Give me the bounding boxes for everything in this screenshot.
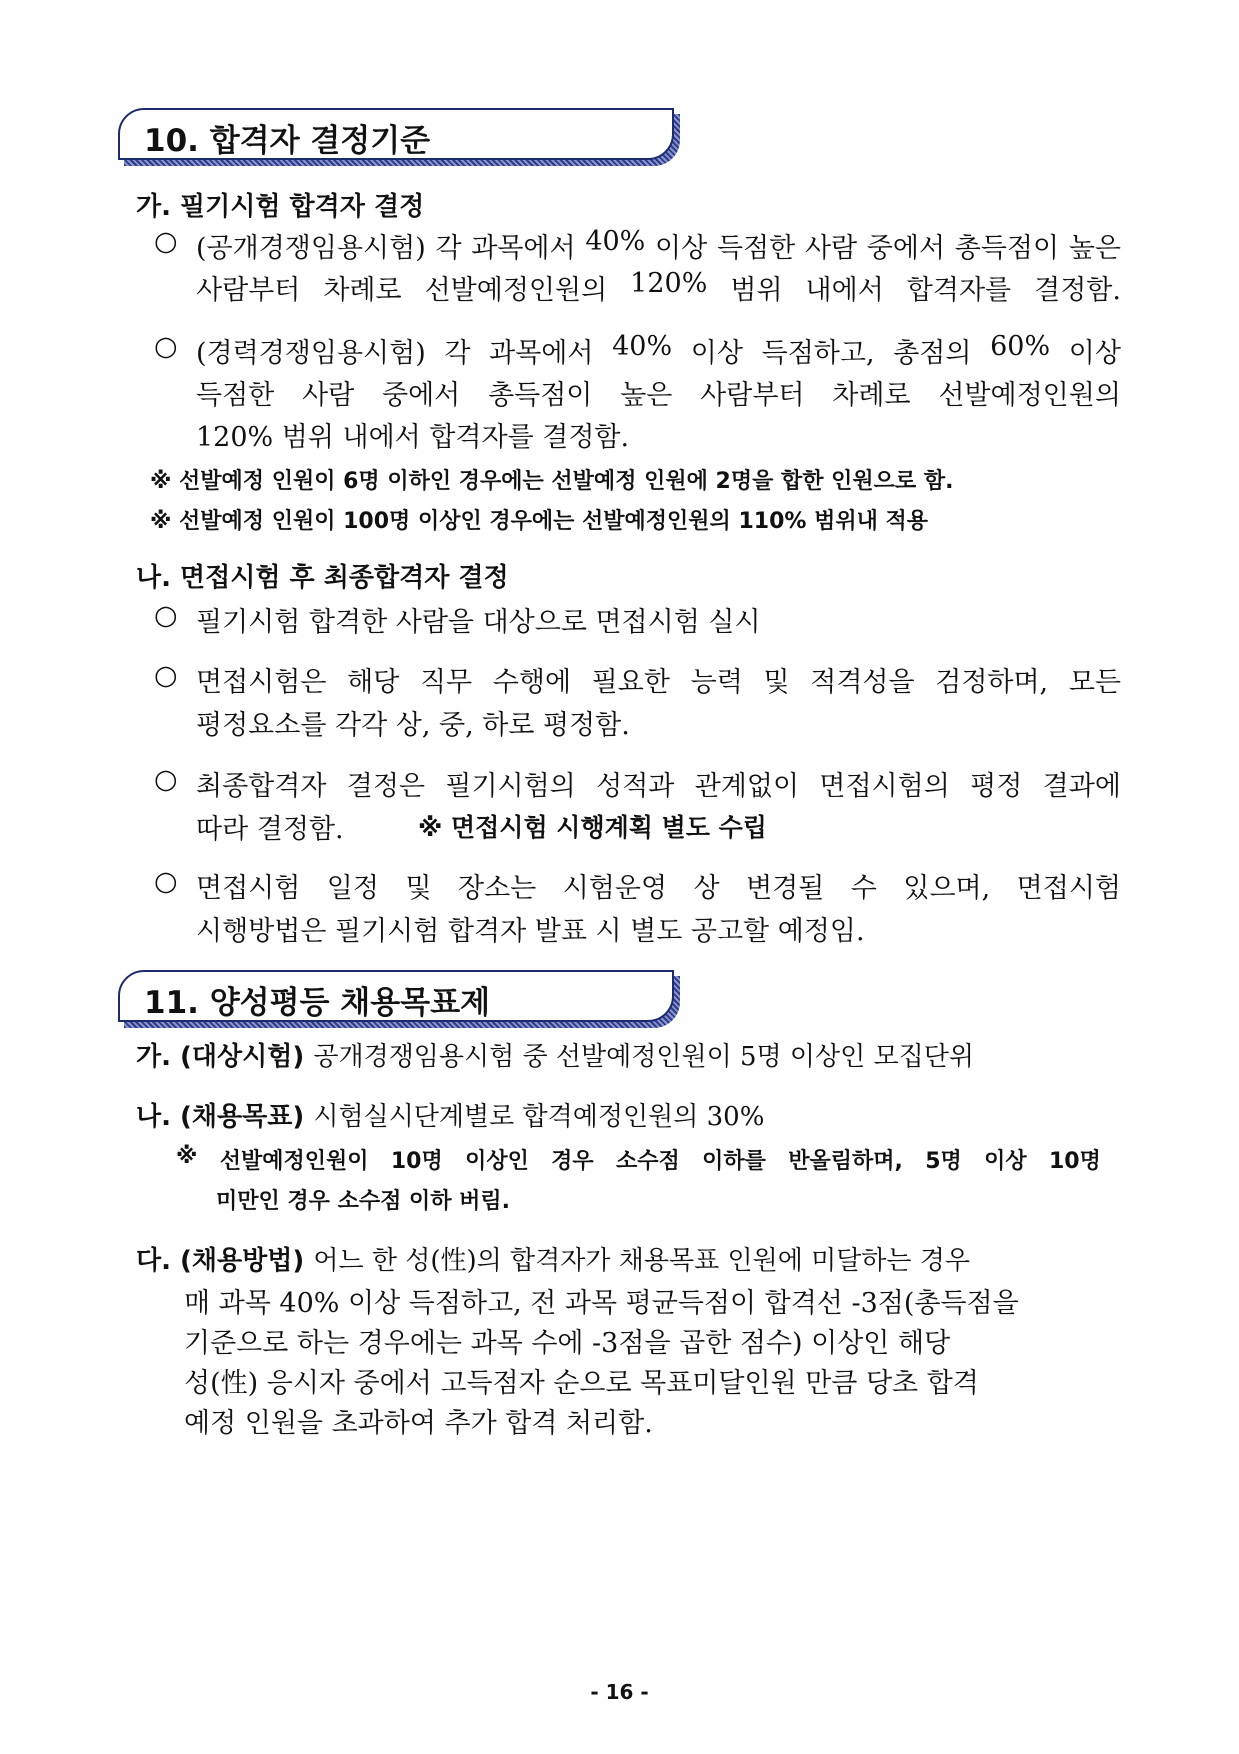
word: 수 — [850, 873, 877, 904]
interview-plan-note: ※ 면접시험 시행계획 별도 수립 — [418, 813, 767, 842]
word: 10명 — [390, 1149, 443, 1174]
paragraph-line — [196, 331, 1121, 370]
bullet-mark: ○ — [154, 866, 178, 897]
item-target-exam — [136, 1036, 974, 1073]
method-line: 성(性) 응시자 중에서 고득점자 순으로 목표미달인원 만큼 당초 합격 — [184, 1368, 979, 1399]
section-11-title: 11. 양성평등 채용목표제 — [144, 985, 491, 1021]
paragraph-line: 시행방법은 필기시험 합격자 발표 시 별도 공고할 예정임. — [196, 916, 865, 947]
note-line-text — [176, 1144, 1101, 1175]
word: 이상 — [984, 1149, 1027, 1174]
word: 일정 — [326, 873, 379, 904]
word: 최종합격자 — [196, 771, 327, 802]
word: ※ — [176, 1144, 198, 1169]
word: 40% — [585, 226, 646, 257]
word: 적격성을 — [810, 667, 915, 698]
word: 120% — [630, 268, 708, 299]
word: 차례로 — [832, 380, 911, 411]
word: 면접시험 — [1016, 873, 1121, 904]
word: 있으며, — [903, 873, 991, 904]
word: 소수점 — [616, 1149, 680, 1174]
note-line: ※ 선발예정 인원이 100명 이상인 경우에는 선발예정인원의 110% 범위내 적용 — [150, 509, 929, 534]
note-line: 미만인 경우 소수점 이하 버림. — [216, 1189, 511, 1214]
bullet-mark: ○ — [154, 764, 178, 795]
paragraph-line — [196, 268, 1121, 307]
word: (공개경쟁임용시험) — [196, 233, 426, 264]
method-line: 기준으로 하는 경우에는 과목 수에 -3점을 곱한 점수) 이상인 해당 — [184, 1328, 951, 1359]
word: 5명 — [925, 1149, 962, 1174]
item-label: 가. (대상시험) — [136, 1042, 305, 1072]
word: 및 — [763, 667, 790, 698]
section-10-title: 10. 합격자 결정기준 — [144, 123, 431, 159]
paragraph-line: 따라 결정함. — [196, 814, 344, 845]
word: 성적과 — [596, 771, 675, 802]
word: 이상 — [655, 233, 708, 264]
word: 검정하며, — [935, 667, 1049, 698]
method-line: 매 과목 40% 이상 득점하고, 전 과목 평균득점이 합격선 -3점(총득점을 — [184, 1288, 1019, 1319]
bullet-mark: ○ — [154, 331, 178, 362]
word: 합격자를 — [906, 275, 1012, 306]
word: 모든 — [1068, 667, 1121, 698]
word: 면접시험 — [196, 873, 301, 904]
word: 득점하고, — [761, 338, 875, 369]
word: 이상인 — [465, 1149, 529, 1174]
item-label: 다. (채용방법) — [136, 1246, 305, 1276]
word: 변경될 — [746, 873, 825, 904]
word: 중에서 — [866, 233, 946, 264]
item-hiring-method — [136, 1240, 970, 1277]
word: 각 — [435, 233, 462, 264]
word: 능력 — [690, 667, 743, 698]
word: 수행에 — [492, 667, 572, 698]
item-hiring-target — [136, 1096, 764, 1133]
word: 시험운영 — [562, 873, 668, 904]
word: 중에서 — [382, 380, 461, 411]
subheading-interview: 나. 면접시험 후 최종합격자 결정 — [136, 563, 509, 593]
paragraph-line — [196, 373, 1121, 412]
word: 사람 — [302, 380, 355, 411]
section-11-header — [118, 970, 674, 1022]
word: 총득점이 — [954, 233, 1060, 264]
subheading-written-exam: 가. 필기시험 합격자 결정 — [136, 192, 425, 222]
word: 선발예정인원의 — [938, 380, 1121, 411]
word: 반올림하며, — [788, 1149, 903, 1174]
word: 차례로 — [323, 275, 402, 306]
word: 10명 — [1048, 1149, 1101, 1174]
paragraph-line — [196, 764, 1121, 803]
word: (경력경쟁임용시험) — [196, 338, 426, 369]
word: 장소는 — [458, 873, 537, 904]
word: 관계없이 — [694, 771, 800, 802]
word: 결과에 — [1042, 771, 1121, 802]
word: 과목에서 — [489, 338, 594, 369]
word: 및 — [405, 873, 432, 904]
note-line — [176, 1144, 1101, 1175]
paragraph-line — [196, 226, 1121, 265]
method-line: 예정 인원을 초과하여 추가 합격 처리함. — [184, 1408, 653, 1439]
word: 직무 — [419, 667, 473, 698]
word: 득점한 — [716, 233, 796, 264]
word: 이상 — [1068, 338, 1121, 369]
word: 각 — [444, 338, 471, 369]
bullet-mark: ○ — [154, 226, 178, 257]
word: 높은 — [1068, 233, 1121, 264]
word: 사람부터 — [700, 380, 805, 411]
paragraph-line: 평정요소를 각각 상, 중, 하로 평정함. — [196, 710, 630, 741]
bullet-mark: ○ — [154, 660, 178, 691]
word: 40% — [612, 331, 673, 362]
bullet-mark: ○ — [154, 600, 178, 631]
item-text: 공개경쟁임용시험 중 선발예정인원이 5명 이상인 모집단위 — [313, 1042, 974, 1072]
paragraph-line: 필기시험 합격한 사람을 대상으로 면접시험 실시 — [196, 607, 761, 638]
word: 면접시험의 — [819, 771, 950, 802]
word: 60% — [990, 331, 1051, 362]
word: 내에서 — [805, 275, 884, 306]
word: 선발예정인원의 — [424, 275, 608, 306]
word: 평정 — [970, 771, 1023, 802]
word: 해당 — [347, 667, 400, 698]
word: 이상 — [690, 338, 743, 369]
word: 사람부터 — [196, 275, 301, 306]
word: 총점의 — [893, 338, 972, 369]
word: 득점한 — [196, 380, 275, 411]
item-text: 시험실시단계별로 합격예정인원의 30% — [313, 1102, 765, 1132]
word: 과목에서 — [471, 233, 576, 264]
word: 경우 — [551, 1149, 594, 1174]
item-text: 어느 한 성(性)의 합격자가 채용목표 인원에 미달하는 경우 — [313, 1246, 971, 1276]
word: 필요한 — [591, 667, 670, 698]
item-label: 나. (채용목표) — [136, 1102, 305, 1132]
page-number: - 16 - — [590, 1680, 649, 1704]
word: 상 — [693, 873, 720, 904]
paragraph-line: 120% 범위 내에서 합격자를 결정함. — [196, 422, 630, 453]
word: 면접시험은 — [196, 667, 327, 698]
section-10-header — [118, 108, 674, 160]
word: 필기시험의 — [445, 771, 576, 802]
word: 사람 — [804, 233, 858, 264]
word: 높은 — [620, 380, 673, 411]
note-line: ※ 선발예정 인원이 6명 이하인 경우에는 선발예정 인원에 2명을 합한 인원으로 함. — [150, 469, 954, 494]
word: 이하를 — [702, 1149, 766, 1174]
word: 범위 — [730, 275, 783, 306]
word: 총득점이 — [488, 380, 593, 411]
paragraph-line — [196, 660, 1121, 699]
word: 결정은 — [346, 771, 426, 802]
word: 선발예정인원이 — [219, 1149, 369, 1174]
word: 결정함. — [1034, 275, 1121, 306]
paragraph-line — [196, 866, 1121, 905]
